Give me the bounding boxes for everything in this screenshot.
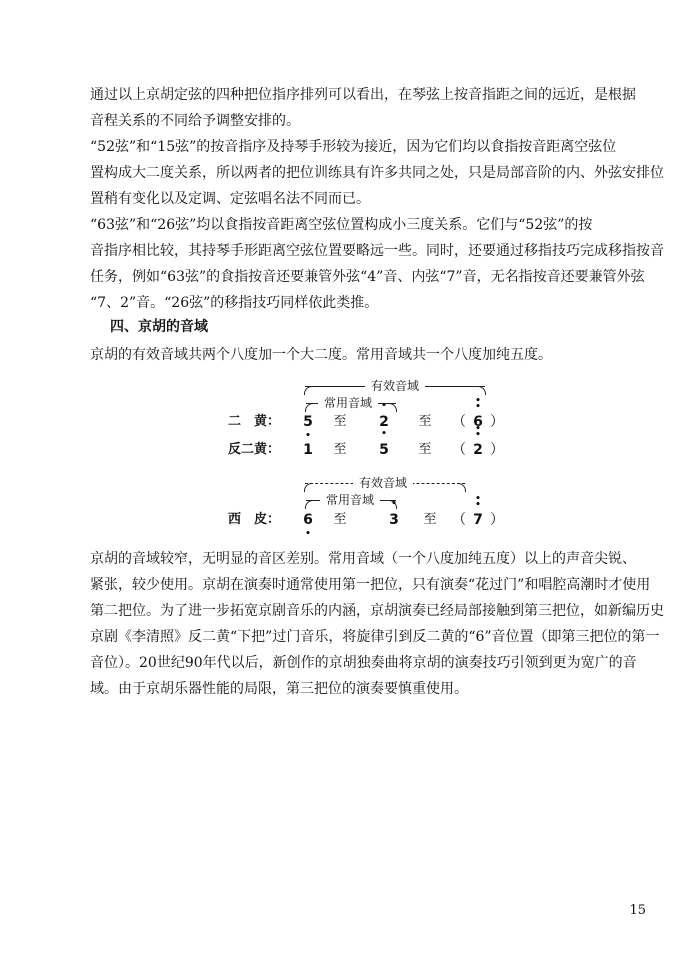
- text-line: 京剧《李清照》反二黄“下把”过门音乐，将旋律引到反二黄的“6”音位置（即第三把位的第一: [90, 629, 660, 645]
- text-line: 音程关系的不同给予调整安排的。: [90, 113, 300, 129]
- note-common-high: • 2: [372, 412, 396, 432]
- row-label-xipi: 西 皮：: [228, 512, 281, 527]
- row-label-erhuang: 二 黄：: [228, 414, 281, 429]
- effective-high-wrapper: （• 7 • ）: [452, 510, 504, 530]
- paragraph-1: [90, 82, 636, 134]
- note-effective-high: • 7 •: [466, 510, 490, 530]
- text-line: 音位）。20世纪90年代以后，新创作的京胡独奏曲将京胡的演奏技巧引领到更为宽广的音: [90, 655, 637, 671]
- effective-high-wrapper: （• 2 • ）: [452, 440, 504, 460]
- text-line: 音指序相比较，其持琴手形距离空弦位置要略远一些。同时，还要通过移指技巧完成移指按音: [90, 243, 664, 259]
- text-line: 任务，例如“63弦”的食指按音还要兼管外弦“4”音、内弦“7”音，无名指按音还要兼管外弦: [90, 269, 645, 285]
- to-word: 至: [333, 512, 347, 527]
- paragraph-5: [90, 546, 664, 702]
- paragraph-4: [90, 342, 630, 368]
- common-range-label: 常用音域: [318, 394, 378, 412]
- text-line: 置稍有变化以及定调、定弦唱名法不同而已。: [90, 191, 370, 207]
- note-low: 1: [303, 442, 313, 458]
- note-effective-high: • 6 •: [466, 412, 490, 432]
- effective-range-label: 有效音域: [353, 474, 413, 492]
- row-label-fan-erhuang: 反二黄：: [228, 442, 281, 457]
- to-word: 至: [333, 442, 347, 457]
- text-line: “52弦”和“15弦”的按音指序及持琴手形较为接近，因为它们均以食指按音距离空弦位: [90, 139, 617, 155]
- to-word: 至: [418, 414, 432, 429]
- note-effective-high: • 2 •: [466, 440, 490, 460]
- text-line: 域。由于京胡乐器性能的局限，第三把位的演奏要慎重使用。: [90, 681, 468, 697]
- text-line: 通过以上京胡定弦的四种把位指序排列可以看出，在琴弦上按音指距之间的远近，是根据: [90, 87, 636, 103]
- text-line: “7、2”音。“26弦”的移指技巧同样依此类推。: [90, 295, 379, 311]
- text-line: 置构成大二度关系，所以两者的把位训练具有许多共同之处，只是局部音阶的内、外弦安排位: [90, 165, 664, 181]
- effective-range-label: 有效音域: [365, 377, 425, 395]
- text-line: 京胡的有效音域共两个八度加一个大二度。常用音域共一个八度加纯五度。: [90, 347, 552, 363]
- note-low: 6 •: [296, 510, 320, 530]
- to-word: 至: [418, 442, 432, 457]
- section-heading: 四、京胡的音域: [110, 319, 208, 335]
- note-common-high: • 5: [372, 440, 396, 460]
- text-line: “63弦”和“26弦”均以食指按音距离空弦位置构成小三度关系。它们与“52弦”的按: [90, 217, 593, 233]
- effective-high-wrapper: （• 6 • ）: [452, 412, 504, 432]
- text-line: 京胡的音域较窄，无明显的音区差别。常用音域（一个八度加纯五度）以上的声音尖锐、: [90, 551, 636, 567]
- to-word: 至: [423, 512, 437, 527]
- paragraph-2: [90, 134, 664, 212]
- common-range-label: 常用音域: [320, 491, 380, 509]
- note-low: 5 •: [296, 412, 320, 432]
- to-word: 至: [333, 414, 347, 429]
- note-common-high: • 3: [382, 510, 406, 530]
- paragraph-3: [90, 212, 664, 316]
- page-number: 15: [629, 903, 646, 918]
- text-line: 第二把位。为了进一步拓宽京剧音乐的内涵，京胡演奏已经局部接触到第三把位，如新编历史: [90, 603, 664, 619]
- text-line: 紧张，较少使用。京胡在演奏时通常使用第一把位，只有演奏“花过门”和唱腔高潮时才使用: [90, 577, 651, 593]
